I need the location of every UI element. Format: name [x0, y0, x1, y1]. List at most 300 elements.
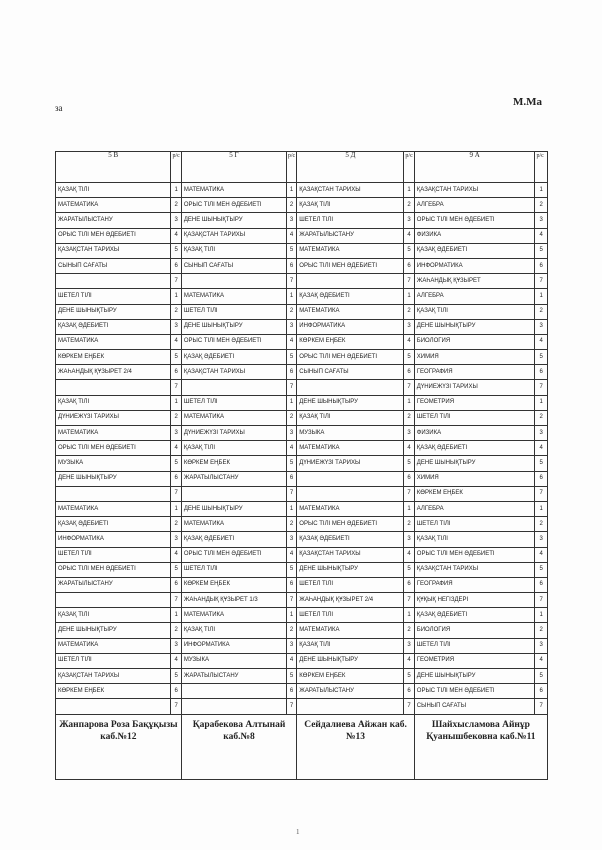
lesson-row	[56, 380, 548, 395]
subject-cell: ШЕТЕЛ ТІЛІ	[181, 304, 286, 319]
lesson-number: 1	[171, 501, 181, 516]
subject-cell: МАТЕМАТИКА	[181, 517, 286, 532]
lesson-number: 3	[171, 426, 181, 441]
subject-cell: МАТЕМАТИКА	[297, 501, 404, 516]
lesson-number: 5	[535, 669, 548, 684]
subject-cell: МАТЕМАТИКА	[181, 289, 286, 304]
lesson-number: 3	[535, 638, 548, 653]
subject-cell: КӨРКЕМ ЕҢБЕК	[414, 486, 535, 501]
lesson-number: 2	[404, 198, 414, 213]
lesson-row	[56, 213, 548, 228]
subject-cell: ҚАЗАҚСТАН ТАРИХЫ	[297, 547, 404, 562]
subject-cell	[56, 486, 171, 501]
lesson-number: 6	[286, 258, 296, 273]
subject-cell: ҚАЗАҚ ТІЛІ	[414, 532, 535, 547]
lesson-number: 7	[404, 380, 414, 395]
subject-cell: МАТЕМАТИКА	[181, 183, 286, 198]
subject-cell: МАТЕМАТИКА	[181, 410, 286, 425]
subject-cell: ЖАҺАНДЫҚ ҚҰЗЫРЕТ 2/4	[297, 593, 404, 608]
lesson-number: 2	[404, 623, 414, 638]
subject-cell: КӨРКЕМ ЕҢБЕК	[56, 684, 171, 699]
subject-cell: ШЕТЕЛ ТІЛІ	[414, 410, 535, 425]
lesson-number: 5	[404, 669, 414, 684]
subject-cell: СЫНЫП САҒАТЫ	[297, 365, 404, 380]
lesson-number: 1	[535, 183, 548, 198]
lesson-number: 2	[286, 198, 296, 213]
lesson-number: 1	[535, 501, 548, 516]
subject-cell: ОРЫС ТІЛІ МЕН ӘДЕБИЕТІ	[297, 517, 404, 532]
lesson-number: 1	[404, 289, 414, 304]
lesson-number: 4	[171, 441, 181, 456]
lesson-number: 2	[535, 517, 548, 532]
lesson-number: 7	[535, 274, 548, 289]
subject-cell: ҚАЗАҚ ТІЛІ	[56, 395, 171, 410]
lesson-number: 1	[286, 289, 296, 304]
lesson-number: 5	[171, 456, 181, 471]
subject-cell: АЛГЕБРА	[414, 198, 535, 213]
lesson-row	[56, 699, 548, 714]
lesson-number: 1	[286, 183, 296, 198]
lesson-number: 5	[286, 669, 296, 684]
lesson-row	[56, 304, 548, 319]
lesson-number: 5	[171, 669, 181, 684]
lesson-number: 2	[404, 517, 414, 532]
lesson-number: 7	[286, 699, 296, 714]
lesson-number: 3	[535, 213, 548, 228]
subject-cell: ҚАЗАҚСТАН ТАРИХЫ	[414, 562, 535, 577]
subject-cell: ДЕНЕ ШЫНЫҚТЫРУ	[181, 319, 286, 334]
lesson-number: 5	[535, 243, 548, 258]
subject-cell: ЖАРАТЫЛЫСТАНУ	[297, 684, 404, 699]
subject-cell: ШЕТЕЛ ТІЛІ	[297, 608, 404, 623]
lesson-number: 7	[535, 699, 548, 714]
subject-cell: ҚАЗАҚ ТІЛІ	[56, 183, 171, 198]
lesson-number: 6	[171, 365, 181, 380]
subject-cell: КӨРКЕМ ЕҢБЕК	[56, 350, 171, 365]
subject-cell: ОРЫС ТІЛІ МЕН ӘДЕБИЕТІ	[297, 258, 404, 273]
subject-cell: МАТЕМАТИКА	[56, 501, 171, 516]
lesson-row	[56, 258, 548, 273]
subject-cell: ЖАҺАНДЫҚ ҚҰЗЫРЕТ	[414, 274, 535, 289]
subject-cell: ҚАЗАҚ ӘДЕБИЕТІ	[181, 532, 286, 547]
subject-cell: ОРЫС ТІЛІ МЕН ӘДЕБИЕТІ	[181, 334, 286, 349]
lesson-row	[56, 426, 548, 441]
lesson-number: 4	[404, 653, 414, 668]
lesson-number: 2	[171, 623, 181, 638]
lesson-number: 4	[171, 334, 181, 349]
subject-cell: ИНФОРМАТИКА	[297, 319, 404, 334]
lesson-number: 5	[286, 243, 296, 258]
lesson-number: 7	[404, 699, 414, 714]
lesson-number: 1	[286, 501, 296, 516]
lesson-number: 6	[404, 684, 414, 699]
subject-cell	[297, 471, 404, 486]
lesson-number: 4	[286, 334, 296, 349]
subject-cell: АЛГЕБРА	[414, 289, 535, 304]
subject-cell: ДЕНЕ ШЫНЫҚТЫРУ	[56, 304, 171, 319]
subject-cell: МУЗЫКА	[181, 653, 286, 668]
lesson-number: 4	[404, 334, 414, 349]
subject-cell: ДЕНЕ ШЫНЫҚТЫРУ	[297, 562, 404, 577]
subject-cell: ШЕТЕЛ ТІЛІ	[56, 653, 171, 668]
lesson-number: 1	[535, 395, 548, 410]
subject-cell: ДЕНЕ ШЫНЫҚТЫРУ	[297, 395, 404, 410]
subject-cell: ЖАҺАНДЫҚ ҚҰЗЫРЕТ 1/3	[181, 593, 286, 608]
lesson-number: 7	[171, 593, 181, 608]
lesson-number: 1	[171, 183, 181, 198]
lesson-number: 2	[404, 304, 414, 319]
lesson-row	[56, 593, 548, 608]
subject-cell: ЖАРАТЫЛЫСТАНУ	[56, 577, 171, 592]
lesson-row	[56, 183, 548, 198]
lesson-number: 1	[171, 289, 181, 304]
lesson-number: 6	[535, 577, 548, 592]
subject-cell: ҚАЗАҚСТАН ТАРИХЫ	[414, 183, 535, 198]
subject-cell: ОРЫС ТІЛІ МЕН ӘДЕБИЕТІ	[56, 562, 171, 577]
class-header-9a: 9 А	[414, 152, 535, 183]
subject-cell: ҚАЗАҚ ТІЛІ	[181, 243, 286, 258]
lesson-number: 6	[171, 471, 181, 486]
lesson-number: 7	[171, 380, 181, 395]
lesson-number: 7	[171, 274, 181, 289]
lesson-number: 3	[404, 532, 414, 547]
lesson-number: 4	[286, 547, 296, 562]
lesson-number: 4	[286, 228, 296, 243]
lesson-number: 2	[171, 517, 181, 532]
teacher-cell: Жанпарова Роза Бақұқызы каб.№12	[56, 714, 182, 779]
subject-cell: ҚАЗАҚ ӘДЕБИЕТІ	[56, 319, 171, 334]
subject-cell: ҚАЗАҚ ӘДЕБИЕТІ	[414, 608, 535, 623]
subject-cell: ҚАЗАҚСТАН ТАРИХЫ	[56, 669, 171, 684]
lesson-number: 5	[404, 243, 414, 258]
header-row	[56, 152, 548, 183]
lesson-number: 3	[286, 426, 296, 441]
lesson-number: 3	[286, 319, 296, 334]
lesson-row	[56, 395, 548, 410]
subject-cell: ОРЫС ТІЛІ МЕН ӘДЕБИЕТІ	[414, 213, 535, 228]
lesson-row	[56, 684, 548, 699]
subject-cell: ДЕНЕ ШЫНЫҚТЫРУ	[414, 319, 535, 334]
subject-cell: ҚАЗАҚ ТІЛІ	[56, 608, 171, 623]
lesson-number: 4	[535, 441, 548, 456]
subject-cell: ҚАЗАҚ ТІЛІ	[297, 410, 404, 425]
class-header-5g: 5 Г	[181, 152, 286, 183]
subject-cell: МАТЕМАТИКА	[297, 243, 404, 258]
lesson-number: 1	[404, 183, 414, 198]
lesson-number: 4	[171, 653, 181, 668]
lesson-row	[56, 638, 548, 653]
subject-cell: ҚАЗАҚ ӘДЕБИЕТІ	[297, 289, 404, 304]
lesson-number: 2	[286, 410, 296, 425]
subject-cell: ЖАҺАНДЫҚ ҚҰЗЫРЕТ 2/4	[56, 365, 171, 380]
subject-cell: ФИЗИКА	[414, 228, 535, 243]
lesson-number: 1	[171, 608, 181, 623]
lesson-number: 7	[535, 593, 548, 608]
subject-cell: ГЕОМЕТРИЯ	[414, 653, 535, 668]
lesson-number: 6	[535, 258, 548, 273]
lesson-number: 4	[171, 547, 181, 562]
subject-cell: ШЕТЕЛ ТІЛІ	[297, 577, 404, 592]
lesson-number: 6	[535, 471, 548, 486]
lesson-row	[56, 228, 548, 243]
lesson-number: 7	[286, 380, 296, 395]
subject-cell: ҚАЗАҚ ТІЛІ	[181, 623, 286, 638]
subject-cell: ХИМИЯ	[414, 471, 535, 486]
lesson-row	[56, 456, 548, 471]
subject-cell	[56, 593, 171, 608]
subject-cell: ШЕТЕЛ ТІЛІ	[297, 213, 404, 228]
subject-cell: ҚАЗАҚ ТІЛІ	[414, 304, 535, 319]
lesson-number: 5	[286, 350, 296, 365]
subject-cell: ХИМИЯ	[414, 350, 535, 365]
lesson-number: 5	[171, 243, 181, 258]
lesson-number: 5	[171, 562, 181, 577]
lesson-number: 4	[535, 334, 548, 349]
subject-cell: ҚАЗАҚ ӘДЕБИЕТІ	[56, 517, 171, 532]
lesson-row	[56, 441, 548, 456]
subject-cell: СЫНЫП САҒАТЫ	[56, 258, 171, 273]
lesson-number: 7	[404, 274, 414, 289]
subject-cell: ДЕНЕ ШЫНЫҚТЫРУ	[414, 456, 535, 471]
subject-cell: МУЗЫКА	[297, 426, 404, 441]
lesson-number: 3	[535, 319, 548, 334]
lesson-number: 1	[171, 395, 181, 410]
subject-cell	[181, 274, 286, 289]
class-header-5v: 5 В	[56, 152, 171, 183]
subject-cell: ҚАЗАҚСТАН ТАРИХЫ	[181, 365, 286, 380]
lesson-number: 3	[171, 213, 181, 228]
lesson-row	[56, 274, 548, 289]
lesson-number: 4	[535, 653, 548, 668]
subject-cell: ЖАРАТЫЛЫСТАНУ	[56, 213, 171, 228]
lesson-row	[56, 669, 548, 684]
subject-cell: ДҮНИЕЖҮЗІ ТАРИХЫ	[181, 426, 286, 441]
subject-cell	[297, 486, 404, 501]
subject-cell: ОРЫС ТІЛІ МЕН ӘДЕБИЕТІ	[414, 547, 535, 562]
subject-cell: ДЕНЕ ШЫНЫҚТЫРУ	[414, 669, 535, 684]
lesson-row	[56, 410, 548, 425]
lesson-number: 7	[535, 486, 548, 501]
subject-cell: ГЕОГРАФИЯ	[414, 577, 535, 592]
subject-cell: ОРЫС ТІЛІ МЕН ӘДЕБИЕТІ	[56, 441, 171, 456]
subject-cell: ЖАРАТЫЛЫСТАНУ	[181, 669, 286, 684]
subject-cell: МАТЕМАТИКА	[297, 623, 404, 638]
subject-cell: МАТЕМАТИКА	[56, 638, 171, 653]
subject-cell: ҚАЗАҚ ӘДЕБИЕТІ	[297, 532, 404, 547]
subject-cell: ОРЫС ТІЛІ МЕН ӘДЕБИЕТІ	[56, 228, 171, 243]
lesson-number: 3	[404, 319, 414, 334]
subject-cell: АЛГЕБРА	[414, 501, 535, 516]
lesson-number: 6	[286, 577, 296, 592]
subject-cell: КӨРКЕМ ЕҢБЕК	[181, 456, 286, 471]
lesson-row	[56, 243, 548, 258]
teacher-row	[56, 714, 548, 779]
subject-cell: ҚҰҚЫҚ НЕГІЗДЕРІ	[414, 593, 535, 608]
subject-cell	[297, 274, 404, 289]
lesson-number: 2	[535, 410, 548, 425]
lesson-number: 2	[171, 198, 181, 213]
subject-cell: ҚАЗАҚ ӘДЕБИЕТІ	[414, 243, 535, 258]
subject-cell: ҚАЗАҚСТАН ТАРИХЫ	[181, 228, 286, 243]
subject-cell: ДЕНЕ ШЫНЫҚТЫРУ	[56, 471, 171, 486]
lesson-number: 3	[404, 213, 414, 228]
lesson-row	[56, 365, 548, 380]
class-header-5d: 5 Д	[297, 152, 404, 183]
subject-cell: ИНФОРМАТИКА	[414, 258, 535, 273]
lesson-number: 7	[286, 486, 296, 501]
lesson-number: 7	[171, 486, 181, 501]
subject-cell: ЖАРАТЫЛЫСТАНУ	[297, 228, 404, 243]
lesson-number: 5	[286, 456, 296, 471]
lesson-row	[56, 608, 548, 623]
lesson-row	[56, 547, 548, 562]
lesson-number: 5	[286, 562, 296, 577]
lesson-number: 7	[404, 486, 414, 501]
lesson-number: 1	[286, 395, 296, 410]
lesson-number: 6	[535, 684, 548, 699]
lesson-number: 2	[171, 410, 181, 425]
lesson-number: 5	[535, 350, 548, 365]
subject-cell: ШЕТЕЛ ТІЛІ	[414, 517, 535, 532]
subject-cell: МАТЕМАТИКА	[297, 441, 404, 456]
lesson-number: 2	[404, 410, 414, 425]
subject-cell	[181, 486, 286, 501]
lesson-row	[56, 198, 548, 213]
lesson-number: 2	[535, 304, 548, 319]
teacher-cell: Шайхысламова Айнұр Қуанышбековна каб.№11	[414, 714, 547, 779]
subject-cell: КӨРКЕМ ЕҢБЕК	[297, 669, 404, 684]
teacher-cell: Сейдалиева Айжан каб.№13	[297, 714, 415, 779]
lesson-number: 7	[171, 699, 181, 714]
lesson-number: 2	[535, 623, 548, 638]
lesson-row	[56, 471, 548, 486]
subject-cell: БИОЛОГИЯ	[414, 334, 535, 349]
lesson-number: 6	[404, 365, 414, 380]
subject-cell: МУЗЫКА	[56, 456, 171, 471]
subject-cell: ФИЗИКА	[414, 426, 535, 441]
lesson-number: 7	[286, 593, 296, 608]
lesson-number: 6	[286, 471, 296, 486]
lesson-number: 7	[404, 593, 414, 608]
subject-cell: ҚАЗАҚ ӘДЕБИЕТІ	[414, 441, 535, 456]
lesson-number: 4	[535, 547, 548, 562]
subject-cell: ОРЫС ТІЛІ МЕН ӘДЕБИЕТІ	[181, 198, 286, 213]
lesson-number: 5	[535, 456, 548, 471]
lesson-number: 2	[535, 198, 548, 213]
lesson-number: 1	[286, 608, 296, 623]
lesson-number: 5	[535, 562, 548, 577]
header-right-fragment: М.Ма	[513, 96, 543, 108]
subject-cell: ЖАРАТЫЛЫСТАНУ	[181, 471, 286, 486]
lesson-number: 3	[535, 426, 548, 441]
lesson-number: 7	[535, 380, 548, 395]
subject-cell: ШЕТЕЛ ТІЛІ	[56, 547, 171, 562]
subject-cell: ШЕТЕЛ ТІЛІ	[181, 395, 286, 410]
lesson-number: 4	[286, 441, 296, 456]
subject-cell	[181, 699, 286, 714]
subject-cell: ДҮНИЕЖҮЗІ ТАРИХЫ	[56, 410, 171, 425]
lesson-number: 6	[171, 684, 181, 699]
lesson-number: 6	[286, 684, 296, 699]
num-header: р/с	[171, 152, 181, 183]
lesson-row	[56, 653, 548, 668]
subject-cell: МАТЕМАТИКА	[297, 304, 404, 319]
lesson-number: 4	[404, 228, 414, 243]
subject-cell: ГЕОМЕТРИЯ	[414, 395, 535, 410]
lesson-row	[56, 350, 548, 365]
subject-cell: ҚАЗАҚ ТІЛІ	[297, 198, 404, 213]
lesson-number: 2	[286, 304, 296, 319]
lesson-row	[56, 623, 548, 638]
lesson-number: 4	[535, 228, 548, 243]
subject-cell: ҚАЗАҚСТАН ТАРИХЫ	[297, 183, 404, 198]
lesson-number: 4	[404, 547, 414, 562]
lesson-row	[56, 334, 548, 349]
lesson-number: 6	[286, 365, 296, 380]
subject-cell: МАТЕМАТИКА	[181, 608, 286, 623]
lesson-number: 6	[535, 365, 548, 380]
subject-cell	[56, 699, 171, 714]
page-mark: 1	[296, 828, 300, 836]
lesson-number: 3	[171, 319, 181, 334]
subject-cell: ОРЫС ТІЛІ МЕН ӘДЕБИЕТІ	[181, 547, 286, 562]
subject-cell: ДҮНИЕЖҮЗІ ТАРИХЫ	[414, 380, 535, 395]
subject-cell	[297, 699, 404, 714]
lesson-number: 5	[404, 350, 414, 365]
subject-cell: ДЕНЕ ШЫНЫҚТЫРУ	[297, 653, 404, 668]
lesson-row	[56, 577, 548, 592]
header-left-fragment: за	[55, 103, 63, 113]
lesson-number: 6	[404, 471, 414, 486]
subject-cell: ДЕНЕ ШЫНЫҚТЫРУ	[181, 501, 286, 516]
lesson-row	[56, 517, 548, 532]
subject-cell: ИНФОРМАТИКА	[56, 532, 171, 547]
subject-cell: КӨРКЕМ ЕҢБЕК	[297, 334, 404, 349]
subject-cell	[297, 380, 404, 395]
subject-cell: БИОЛОГИЯ	[414, 623, 535, 638]
subject-cell	[56, 380, 171, 395]
lesson-number: 4	[404, 441, 414, 456]
lesson-number: 1	[535, 608, 548, 623]
subject-cell: ГЕОГРАФИЯ	[414, 365, 535, 380]
subject-cell: ДЕНЕ ШЫНЫҚТЫРУ	[56, 623, 171, 638]
lesson-number: 3	[286, 532, 296, 547]
subject-cell: ҚАЗАҚ ТІЛІ	[297, 638, 404, 653]
lesson-number: 6	[171, 577, 181, 592]
subject-cell: ДЕНЕ ШЫНЫҚТЫРУ	[181, 213, 286, 228]
lesson-number: 2	[286, 623, 296, 638]
lesson-number: 3	[171, 638, 181, 653]
lesson-number: 3	[286, 638, 296, 653]
lesson-number: 5	[404, 456, 414, 471]
subject-cell: ШЕТЕЛ ТІЛІ	[56, 289, 171, 304]
teacher-cell: Қарабекова Алтынай каб.№8	[181, 714, 296, 779]
subject-cell: КӨРКЕМ ЕҢБЕК	[181, 577, 286, 592]
subject-cell: ҚАЗАҚ ТІЛІ	[181, 441, 286, 456]
subject-cell: ИНФОРМАТИКА	[181, 638, 286, 653]
lesson-number: 1	[404, 501, 414, 516]
subject-cell	[181, 684, 286, 699]
subject-cell: ҚАЗАҚ ӘДЕБИЕТІ	[181, 350, 286, 365]
lesson-number: 5	[171, 350, 181, 365]
lesson-row	[56, 501, 548, 516]
lesson-row	[56, 562, 548, 577]
lesson-number: 7	[286, 274, 296, 289]
lesson-number: 5	[404, 562, 414, 577]
subject-cell: МАТЕМАТИКА	[56, 334, 171, 349]
subject-cell	[56, 274, 171, 289]
subject-cell: СЫНЫП САҒАТЫ	[181, 258, 286, 273]
